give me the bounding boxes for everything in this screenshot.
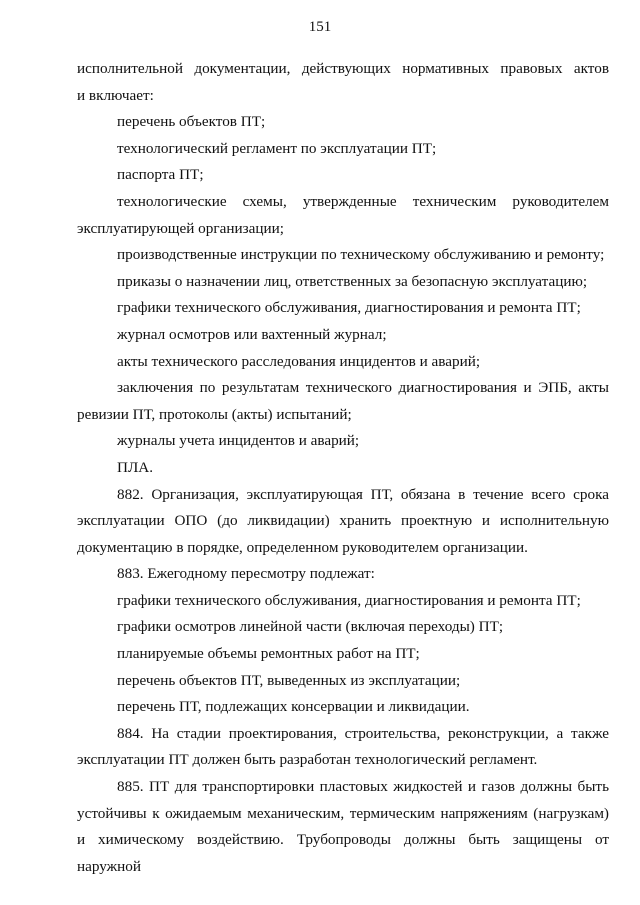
paragraph: приказы о назначении лиц, ответственных за безопасную эксплуатацию; (117, 272, 588, 290)
paragraph: перечень объектов ПТ; (117, 113, 266, 131)
paragraph: 883. Ежегодному пересмотру подлежат: (117, 565, 375, 583)
paragraph: 882. Организация, эксплуатирующая ПТ, обязана в течение всего срока эксплуатации ОПО (до ликвидации) хранить проектную и исполнительную документацию в порядке, определенном руководителем организации. (77, 485, 609, 556)
paragraph: производственные инструкции по техническому обслуживанию и ремонту; (117, 246, 605, 264)
paragraph: заключения по результатам технического диагностирования и ЭПБ, акты ревизии ПТ, протоколы (акты) испытаний; (77, 379, 609, 423)
paragraph: графики осмотров линейной части (включая переходы) ПТ; (117, 618, 504, 636)
paragraph: технологические схемы, утвержденные техническим руководителем эксплуатирующей организации; (77, 192, 609, 237)
document-body (77, 56, 609, 880)
paragraph: 885. ПТ для транспортировки пластовых жидкостей и газов должны быть устойчивы к ожидаемым механическим, термическим напряжениям (нагрузкам) и химическому воздействию. Трубопроводы должны быть защищены от наружной (77, 778, 609, 875)
paragraph: планируемые объемы ремонтных работ на ПТ; (117, 645, 420, 663)
page-number: 151 (308, 19, 332, 35)
paragraph: перечень объектов ПТ, выведенных из эксплуатации; (117, 671, 461, 689)
paragraph: паспорта ПТ; (117, 166, 204, 184)
paragraph: графики технического обслуживания, диагностирования и ремонта ПТ; (117, 591, 581, 609)
paragraph: акты технического расследования инцидентов и аварий; (117, 352, 481, 370)
paragraph: журнал осмотров или вахтенный журнал; (117, 325, 387, 343)
paragraph: графики технического обслуживания, диагностирования и ремонта ПТ; (117, 299, 581, 317)
paragraph: и включает: (77, 86, 154, 104)
paragraph: ПЛА. (117, 458, 154, 476)
paragraph: исполнительной документации, действующих нормативных правовых актов (77, 60, 609, 77)
paragraph: перечень ПТ, подлежащих консервации и ликвидации. (117, 698, 470, 716)
paragraph: технологический регламент по эксплуатации ПТ; (117, 139, 437, 157)
paragraph: 884. На стадии проектирования, строительства, реконструкции, а также эксплуатации ПТ должен быть разработан технологический регламент. (77, 724, 609, 769)
paragraph: журналы учета инцидентов и аварий; (117, 432, 360, 450)
